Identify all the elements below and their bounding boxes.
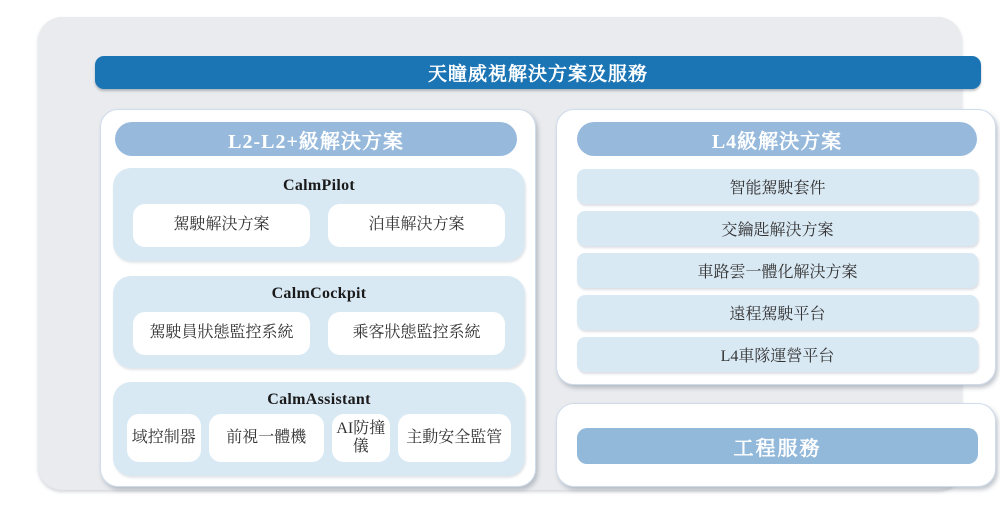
l4-solutions-card [556,109,996,385]
front-view-integrated-box: 前視一體機 [209,414,324,462]
turnkey-solution-item: 交鑰匙解決方案 [577,211,978,246]
vehicle-road-cloud-item: 車路雲一體化解決方案 [577,253,978,288]
l4-items-stack [577,169,978,372]
active-safety-supervision-box: 主動安全監管 [398,414,511,462]
l2-solutions-card [100,109,536,487]
l4-fleet-operation-platform-item: L4車隊運營平台 [577,337,978,372]
calmpilot-section-title: CalmPilot [282,177,356,194]
l4-solutions-header: L4級解決方案 [577,122,977,156]
calmcockpit-section [113,276,525,368]
calmcockpit-section-title: CalmCockpit [271,285,367,302]
l2-solutions-header: L2-L2+級解決方案 [115,122,517,156]
ai-collision-avoidance-box: AI防撞儀 [332,414,390,462]
calmpilot-section [113,168,525,261]
calmassistant-items-row [113,414,525,462]
calmassistant-section-title: CalmAssistant [267,391,371,408]
calmpilot-items-row [113,204,525,247]
driver-monitoring-box: 駕駛員狀態監控系統 [133,312,310,355]
passenger-monitoring-box: 乘客狀態監控系統 [328,312,505,355]
domain-controller-box: 域控制器 [127,414,201,462]
driving-solution-box: 駕駛解決方案 [133,204,310,247]
engineering-services-label: 工程服務 [577,428,978,464]
remote-driving-platform-item: 遠程駕駛平台 [577,295,978,330]
calmcockpit-items-row [113,312,525,355]
solutions-diagram-container [38,17,962,490]
diagram-title: 天瞳威視解決方案及服務 [95,56,981,89]
engineering-services-card [556,403,996,487]
parking-solution-box: 泊車解決方案 [328,204,505,247]
intelligent-driving-kit-item: 智能駕駛套件 [577,169,978,204]
calmassistant-section [113,382,525,476]
